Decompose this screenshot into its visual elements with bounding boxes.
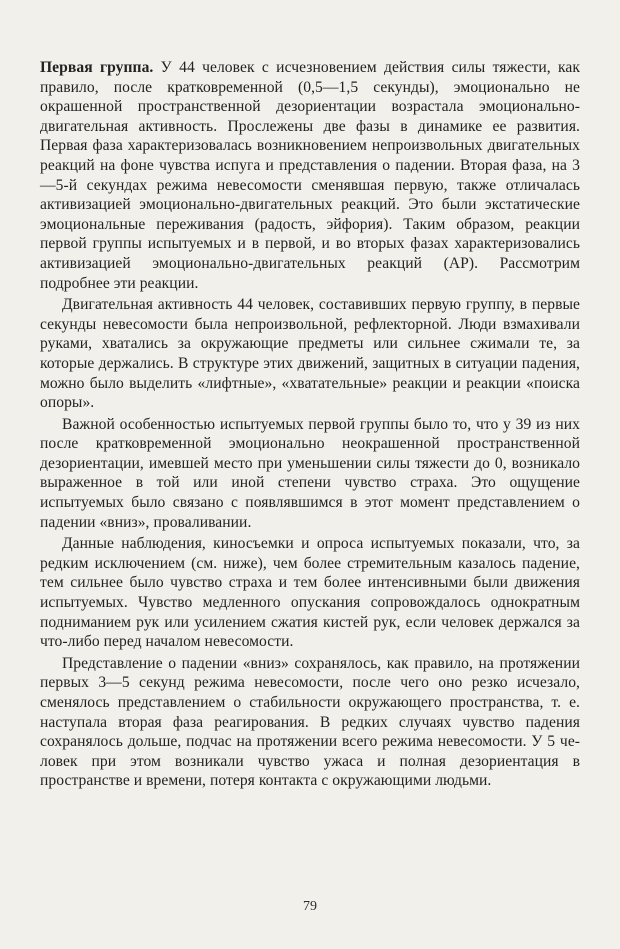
body-text (40, 58, 580, 793)
paragraph-3: Важной особенностью испытуемых первой группы было то, что у 39 из них после кратковременной эмоционально неокрашенной пространственной дезориентации, имевшей место при уменьшении силы тяжести до 0, возникало выраженное в той или иной степени чувство страха. Это ощущение испытуемых было связано с появлявшимся в этот момент представлением о падении «вниз», проваливании. (40, 415, 580, 531)
paragraph-1-text: У 44 человек с исчезновением действия силы тяжести, как правило, после кратковременной (0,5—1,5 секунды), эмоционально не окрашенной пространственной дезориентации возрастала эмоционально-двигательная активность. Прослежены две фазы в динамике ее развития. Первая фаза характеризовалась возникновением непроизвольных двигательных реакций на фоне чувства испуга и представления о падении. Вторая фаза, на 3—5-й секундах режима невесомости сменявшая первую, также отличалась активизацией эмоционально-двигательных реакций. Это были экстатические эмоциональные переживания (радость, эйфория). Таким образом, реакции первой группы испытуемых и в первой, и во вторых фазах характеризовались активизацией эмоционально-двигательных реакций (АР). Рассмотрим подробнее эти реакции. (40, 59, 580, 292)
paragraph-1 (40, 58, 580, 293)
paragraph-2: Двигательная активность 44 человек, составивших первую группу, в первые секунды невесомости была непроизвольной, рефлекторной. Люди взмахивали руками, хватались за окружающие предметы или сильнее сжимали те, за которые держались. В структуре этих движений, защитных в ситуации падения, можно было выделить «лифтные», «хватательные» реакции и реакции «поиска опоры». (40, 296, 580, 412)
paragraph-5: Представление о падении «вниз» сохранялось, как правило, на протяжении первых 3—5 секунд режима невесомости, после чего оно резко исчезало, сменялось представлением о стабильности окружающего пространства, т. е. наступала вторая фаза реагирования. В редких случаях чувство падения сохранялось дольше, подчас на протяжении всего режима невесомости. У 5 человек при этом возникали чувство ужаса и полная дезориентация в пространстве и времени, потеря контакта с окружающими людьми. (40, 654, 580, 790)
page-number: 79 (303, 899, 317, 914)
run-in-heading: Первая группа. (40, 59, 154, 76)
paragraph-4: Данные наблюдения, киносъемки и опроса испытуемых показали, что, за редким исключением (см. ниже), чем более стремительным казалось падение, тем сильнее было чувство страха и тем более интенсивными были движения испытуемых. Чувство медленного опускания сопровождалось однократным подниманием рук или усилением сжатия кистей рук, если человек держался за что-либо перед началом невесомости. (40, 535, 580, 651)
